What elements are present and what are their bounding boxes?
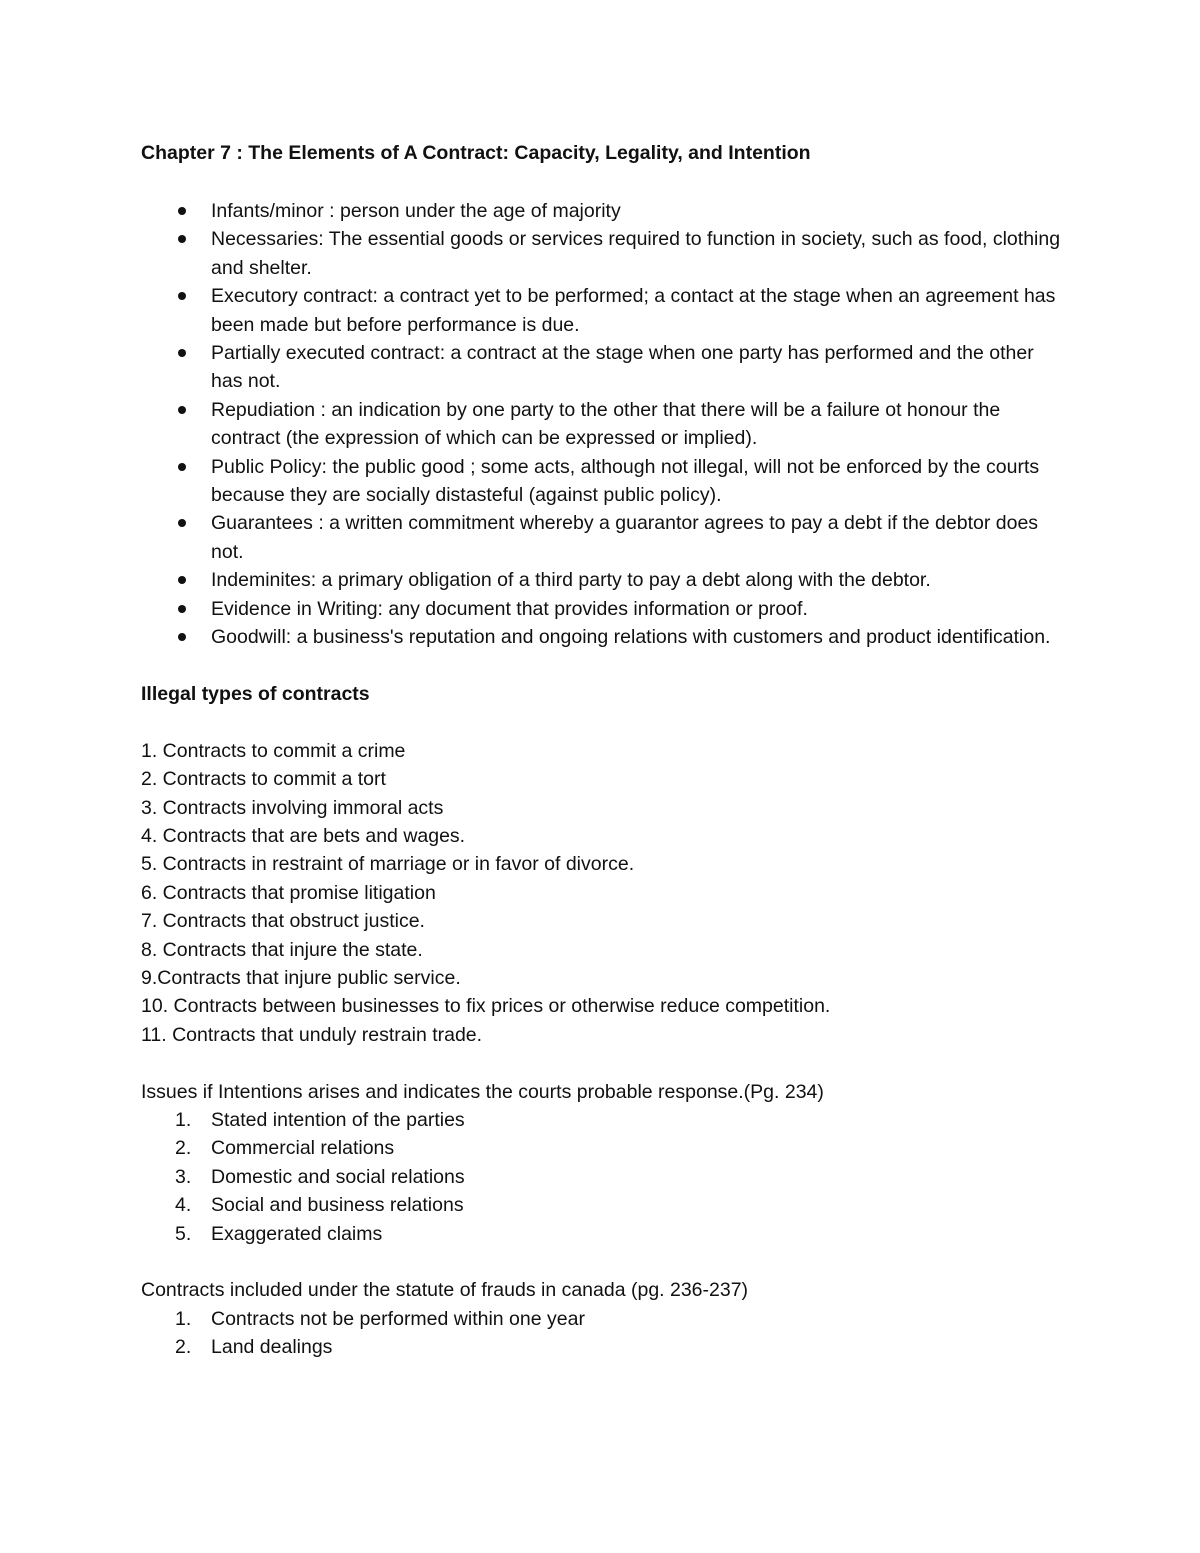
list-item: 11. Contracts that unduly restrain trade.: [141, 1023, 483, 1046]
list-item: 1. Stated intention of the parties: [175, 1108, 465, 1131]
bullet-icon: [178, 605, 186, 613]
statute-intro: Contracts included under the statute of frauds in canada (pg. 236-237): [141, 1279, 749, 1302]
document-page: [141, 139, 1061, 1362]
page-title: Chapter 7 : The Elements of A Contract: Capacity, Legality, and Intention: [141, 142, 811, 164]
bullet-icon: [178, 576, 186, 584]
list-item: 3. Domestic and social relations: [175, 1165, 465, 1188]
list-item: 1. Contracts not be performed within one year: [175, 1307, 585, 1330]
list-item: Public Policy: the public good ; some acts, although not illegal, will not be enforced by the courts because they are socially distasteful (against public policy).: [141, 453, 1061, 510]
list-item: 8. Contracts that injure the state.: [141, 938, 423, 961]
list-item: 5. Exaggerated claims: [175, 1222, 383, 1245]
list-item: Indeminites: a primary obligation of a third party to pay a debt along with the debtor.: [141, 566, 1061, 594]
list-item: 2. Commercial relations: [175, 1137, 395, 1160]
intentions-intro: Issues if Intentions arises and indicates the courts probable response.(Pg. 234): [141, 1080, 824, 1103]
list-item: 10. Contracts between businesses to fix prices or otherwise reduce competition.: [141, 995, 831, 1018]
list-item: Infants/minor : person under the age of majority: [141, 197, 1061, 225]
bullet-icon: [178, 406, 186, 414]
list-item: 7. Contracts that obstruct justice.: [141, 910, 425, 933]
list-item: Executory contract: a contract yet to be performed; a contact at the stage when an agreement has been made but before performance is due.: [141, 282, 1061, 339]
list-item: 2. Land dealings: [175, 1336, 333, 1359]
list-item: Necessaries: The essential goods or services required to function in society, such as food, clothing and shelter.: [141, 225, 1061, 282]
intentions-list: [141, 1106, 1061, 1248]
list-item: Guarantees : a written commitment whereby a guarantor agrees to pay a debt if the debtor does not.: [141, 509, 1061, 566]
list-item: 3. Contracts involving immoral acts: [141, 796, 444, 819]
list-item: Evidence in Writing: any document that provides information or proof.: [141, 595, 1061, 623]
list-item: Goodwill: a business's reputation and ongoing relations with customers and product identification.: [141, 623, 1061, 651]
list-item: 9.Contracts that injure public service.: [141, 966, 461, 989]
bullet-icon: [178, 292, 186, 300]
list-item: 4. Contracts that are bets and wages.: [141, 824, 466, 847]
list-item: 4. Social and business relations: [175, 1194, 464, 1217]
statute-list: [141, 1305, 1061, 1362]
bullet-icon: [178, 235, 186, 243]
list-item: Repudiation : an indication by one party to the other that there will be a failure ot honour the contract (the expression of which can be expressed or implied).: [141, 396, 1061, 453]
definitions-list: [141, 197, 1061, 652]
list-item: 6. Contracts that promise litigation: [141, 881, 436, 904]
bullet-icon: [178, 207, 186, 215]
list-item: 1. Contracts to commit a crime: [141, 739, 406, 762]
bullet-icon: [178, 463, 186, 471]
illegal-heading: Illegal types of contracts: [141, 682, 370, 705]
list-item: 5. Contracts in restraint of marriage or in favor of divorce.: [141, 853, 635, 876]
bullet-icon: [178, 349, 186, 357]
illegal-list: [141, 737, 1061, 1049]
list-item: Partially executed contract: a contract at the stage when one party has performed and the other has not.: [141, 339, 1061, 396]
list-item: 2. Contracts to commit a tort: [141, 768, 386, 791]
bullet-icon: [178, 633, 186, 641]
bullet-icon: [178, 519, 186, 527]
